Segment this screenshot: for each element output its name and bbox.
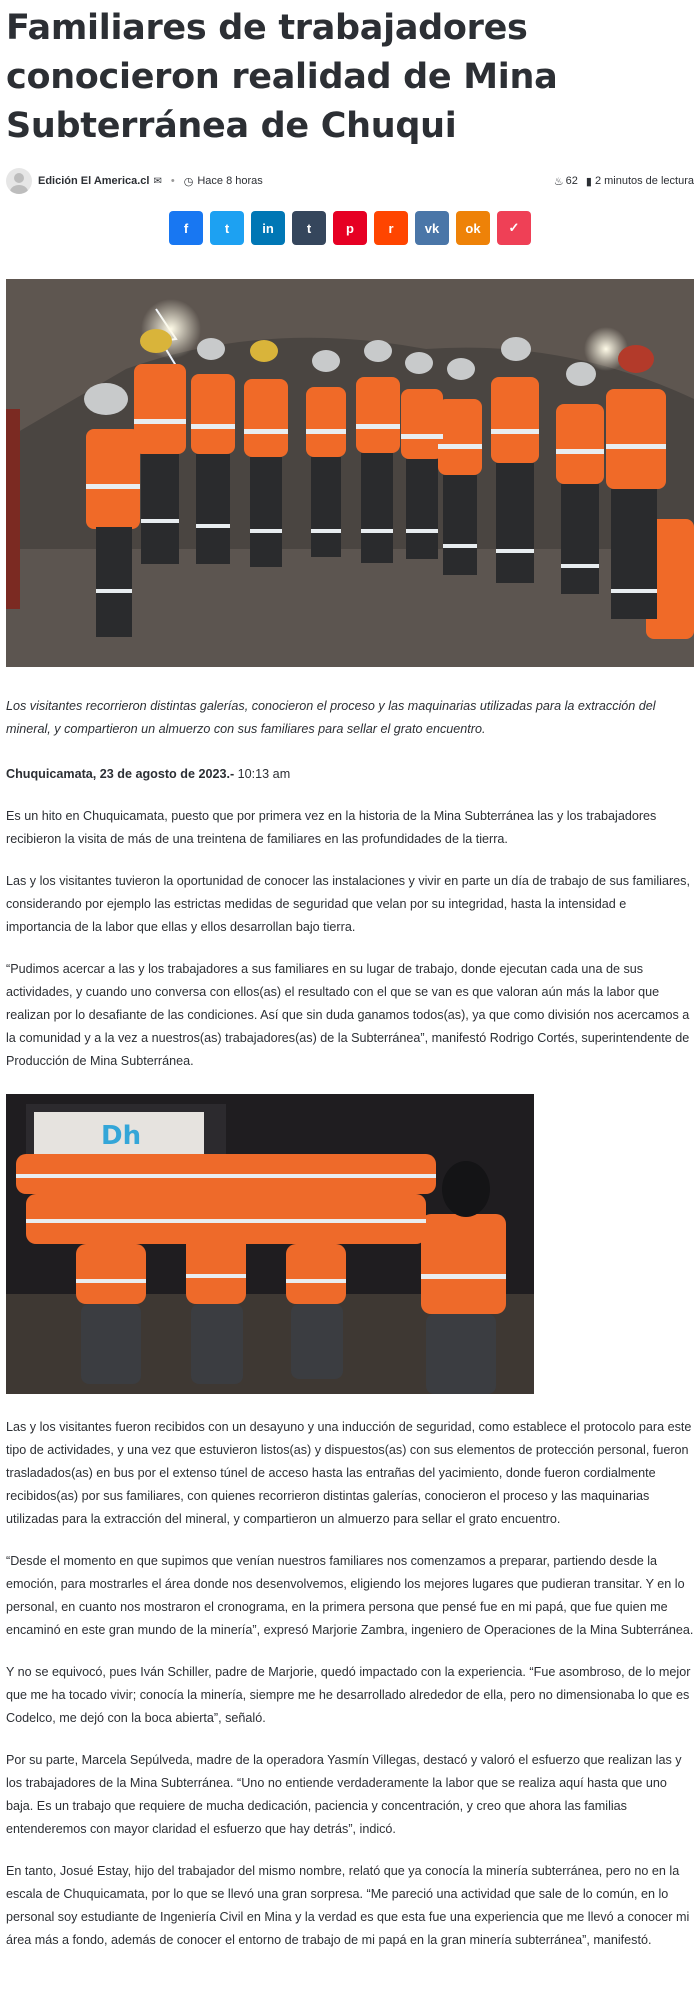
share-pocket-button[interactable] xyxy=(497,211,531,245)
spacer xyxy=(6,1531,694,1550)
share-buttons xyxy=(6,211,694,249)
fire-icon: ♨ xyxy=(553,175,564,188)
spacer xyxy=(6,786,694,805)
paragraph: Es un hito en Chuquicamata, puesto que por primera vez en la historia de la Mina Subterránea las y los trabajadores recibieron la visita de más de una treintena de familiares en las profundidades de la tierra. xyxy=(6,809,657,846)
spacer xyxy=(6,1394,694,1416)
linkedin-icon: in xyxy=(262,220,274,236)
share-pinterest-button[interactable] xyxy=(333,211,367,245)
paragraph: “Desde el momento en que supimos que venían nuestros familiares nos comenzamos a preparar, partiendo desde la emoción, para mostrarles el área donde nos desenvolvemos, eligiendo los mejores lugares que pudieran transitar. Y en lo personal, en cuanto nos mostraron el cronograma, en la primera persona que pensé fue en mi papá, que fue quien me encaminó en este gran mundo de la minería”, expresó Marjorie Zambra, ingeniero de Operaciones de la Mina Subterránea. xyxy=(6,1554,694,1637)
photo-auditorium-illustration xyxy=(6,1094,534,1394)
paragraph: En tanto, Josué Estay, hijo del trabajador del mismo nombre, relató que ya conocía la minería subterránea, pero no en la escala de Chuquicamata, por lo que se llevó una gran sorpresa. “Me pareció una actividad que sale de lo común, en lo personal soy estudiante de Ingeniería Civil en Mina y la verdad es que esta fue una experiencia que me llevó a conocer mi área más a fondo, además de conocer el entorno de trabajo de mi papá en la gran minería subterránea”, manifestó. xyxy=(6,1864,690,1947)
spacer xyxy=(6,1073,694,1094)
photo-tunnel-illustration xyxy=(6,279,694,667)
author-name[interactable]: Edición El America.cl xyxy=(38,175,150,187)
share-twitter-button[interactable] xyxy=(210,211,244,245)
spacer xyxy=(6,851,694,870)
spacer xyxy=(6,1730,694,1749)
dateline xyxy=(6,763,694,786)
user-icon xyxy=(6,168,32,194)
read-time: 2 minutos de lectura xyxy=(594,175,694,187)
share-linkedin-button[interactable] xyxy=(251,211,285,245)
paragraph: Y no se equivocó, pues Iván Schiller, padre de Marjorie, quedó impactado con la experiencia. “Fue asombroso, de lo mejor que me ha tocado vivir; conocía la minería, siempre me he desarrollado alrededor de ella, pero no dimensionaba lo que es Codelco, me dejó con la boca abierta”, señaló. xyxy=(6,1665,691,1725)
pinterest-icon: p xyxy=(346,220,354,236)
paragraph: Las y los visitantes tuvieron la oportunidad de conocer las instalaciones y vivir en parte un día de trabajo de sus familiares, considerando por ejemplo las estrictas medidas de seguridad que velan por su integridad, hasta la intensidad e importancia de la labor que ellas y ellos desarrollan bajo tierra. xyxy=(6,874,690,934)
bookmark-icon: ▮ xyxy=(585,175,592,188)
twitter-icon: t xyxy=(224,220,230,236)
photo-caption: Los visitantes recorrieron distintas galerías, conocieron el proceso y las maquinarias utilizadas para la extracción del mineral, y compartieron un almuerzo con sus familiares para sellar el grato encuentro. xyxy=(6,699,656,736)
article-title: Familiares de trabajadores conocieron realidad de Mina Subterránea de Chuqui xyxy=(6,8,558,146)
share-tumblr-button[interactable] xyxy=(292,211,326,245)
paragraph: Las y los visitantes fueron recibidos con un desayuno y una inducción de seguridad, como establece el protocolo para este tipo de actividades, y una vez que estuvieron listos(as) y dispuestos(as) con sus elementos de protección personal, fueron trasladados(as) en bus por el extenso túnel de acceso hasta las entrañas del yacimiento, donde fueron cordialmente recibidos(as) por sus familiares, con quienes recorrieron distintas galerías, conocieron el proceso y las maquinarias utilizadas para la extracción del mineral, y compartieron un almuerzo para sellar el grato encuentro. xyxy=(6,1420,692,1526)
paragraph: “Pudimos acercar a las y los trabajadores a sus familiares en su lugar de trabajo, donde ejecutan cada una de sus actividades, y cuando uno conversa con ellos(as) el resultado con el que se van es que valoran aún más la labor que realizan por lo desafiante de las condiciones. Así que sin duda ganamos todos(as), ya que como división nos acercamos a la comunidad y a la vez a nuestros(as) trabajadores(as) de la Subterránea”, manifestó Rodrigo Cortés, superintendente de Producción de Mina Subterránea. xyxy=(6,962,690,1068)
share-odnoklassniki-button[interactable] xyxy=(456,211,490,245)
facebook-icon: f xyxy=(183,220,189,236)
vk-icon: vk xyxy=(424,220,440,236)
spacer xyxy=(6,939,694,958)
clock-icon: ◷ xyxy=(183,175,194,188)
share-facebook-button[interactable] xyxy=(169,211,203,245)
post-meta xyxy=(6,151,694,211)
spacer xyxy=(6,741,694,763)
envelope-icon[interactable]: ✉ xyxy=(153,175,162,187)
reddit-icon: r xyxy=(388,220,394,236)
spacer xyxy=(6,1642,694,1661)
sign-text: Dh xyxy=(101,1121,142,1151)
share-reddit-button[interactable] xyxy=(374,211,408,245)
pocket-icon: ✓ xyxy=(508,220,520,235)
paragraph: Por su parte, Marcela Sepúlveda, madre de la operadora Yasmín Villegas, destacó y valoró el esfuerzo que realizan las y los trabajadores de la Mina Subterránea. “Uno no entiende verdaderamente la labor que se realiza aquí hasta que uno baja. Es un trabajo que requiere de mucha dedicación, paciencia y concentración, y creo que ahora las familias entenderemos con mayor claridad el esfuerzo que hay detrás”, indicó. xyxy=(6,1753,682,1836)
author-avatar[interactable] xyxy=(6,168,32,194)
odnoklassniki-icon: ok xyxy=(465,220,481,236)
tumblr-icon: t xyxy=(306,220,312,236)
views-count: 62 xyxy=(565,175,578,187)
meta-separator: • xyxy=(170,175,175,187)
dateline-time: 10:13 am xyxy=(234,767,291,781)
dateline-place-date: Chuquicamata, 23 de agosto de 2023.- xyxy=(6,767,235,781)
article-photo-auditorium xyxy=(6,1094,534,1394)
post-date: Hace 8 horas xyxy=(197,175,263,187)
spacer xyxy=(6,1841,694,1860)
share-vk-button[interactable] xyxy=(415,211,449,245)
post-stats xyxy=(548,175,694,188)
article-photo-mine-tunnel xyxy=(6,279,694,667)
